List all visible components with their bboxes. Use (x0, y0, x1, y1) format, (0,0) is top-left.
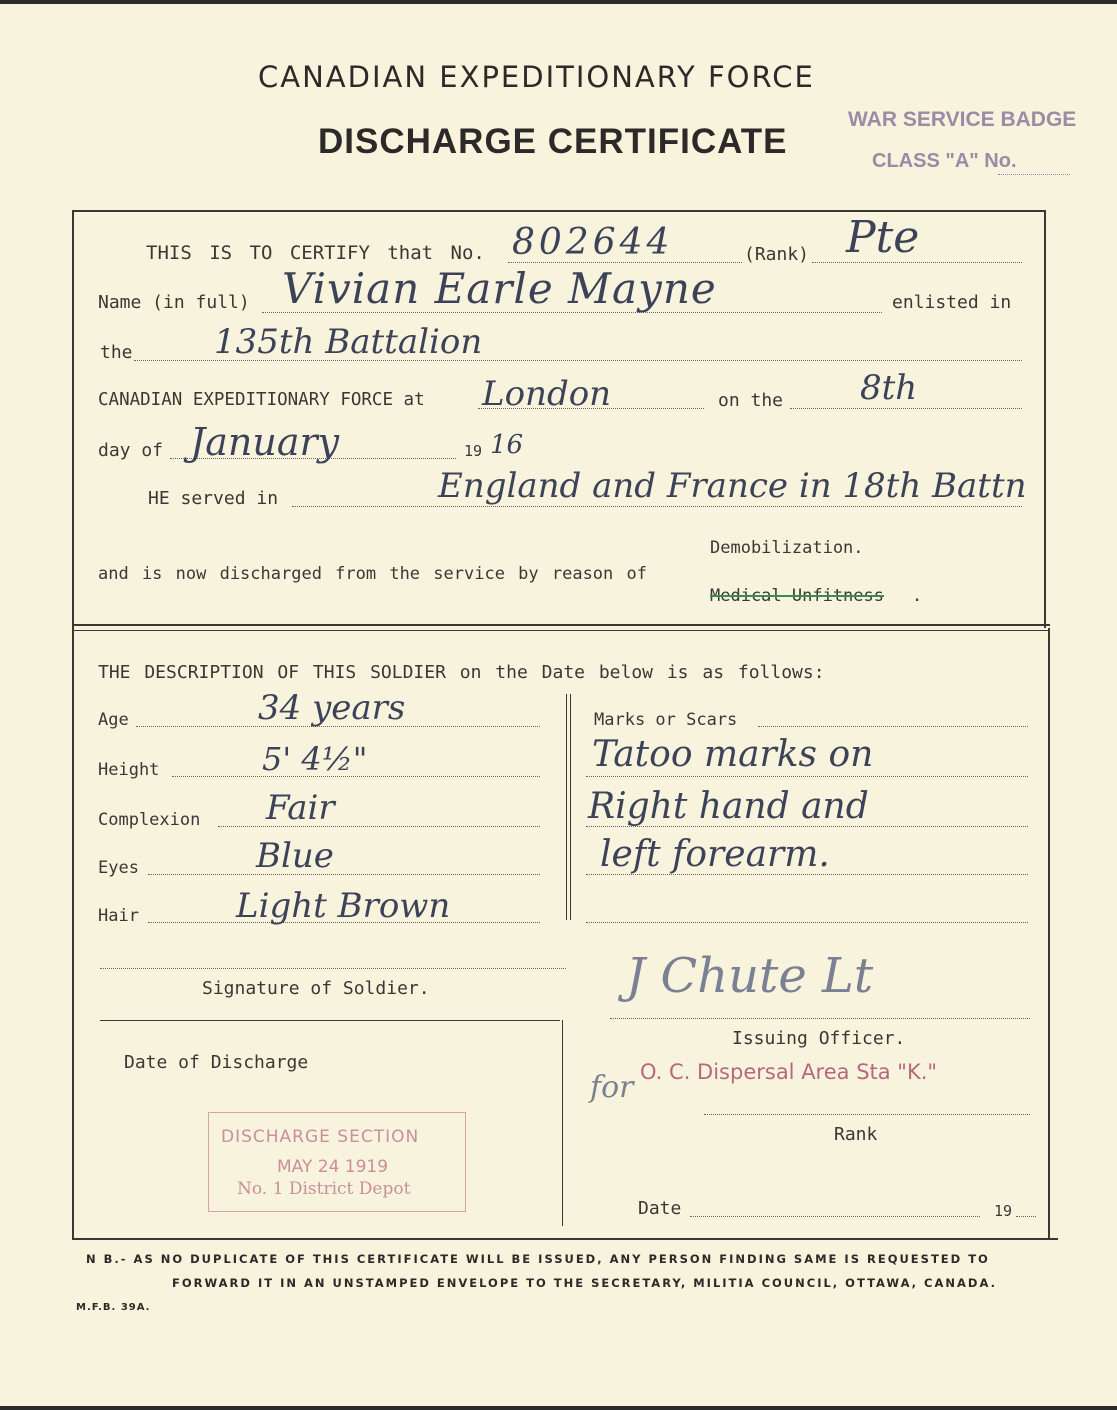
issuing-officer-label: Issuing Officer. (732, 1028, 906, 1049)
height-value: 5' 4½" (262, 740, 368, 778)
frame-bottom (72, 1238, 1058, 1240)
day-line (790, 408, 1022, 409)
on-the-label: on the (718, 390, 784, 411)
served-in-value: England and France in 18th Battn (438, 466, 1027, 506)
officer-date-year-line (1016, 1216, 1036, 1217)
discharge-section-stamp (208, 1112, 466, 1212)
stamp-date: MAY 24 1919 (277, 1157, 389, 1177)
marks-text-3: left forearm. (600, 834, 830, 875)
struck-reason: Medical Unfitness (710, 586, 884, 606)
frame-right-lower (1048, 628, 1050, 1240)
complexion-value: Fair (266, 788, 335, 828)
eyes-line (148, 874, 540, 875)
officer-date-line (690, 1216, 980, 1217)
hair-label: Hair (98, 906, 139, 926)
the-label: the (100, 342, 133, 363)
name-label: Name (in full) (98, 292, 250, 313)
officer-signature: J Chute Lt (626, 948, 874, 1004)
description-heading: THE DESCRIPTION OF THIS SOLDIER on the Date below is as follows: (98, 662, 825, 683)
certify-intro: THIS IS TO CERTIFY that No. (146, 242, 485, 264)
frame-left (72, 210, 74, 1240)
badge-class-stamp: CLASS "A" No. (872, 150, 1017, 172)
section-divider-b (74, 630, 1050, 631)
date-of-discharge-label: Date of Discharge (124, 1052, 309, 1073)
soldier-signature-label: Signature of Soldier. (202, 978, 430, 999)
age-value: 34 years (258, 688, 406, 728)
nb-line-1: N B.- AS NO DUPLICATE OF THIS CERTIFICATE WILL BE ISSUED, ANY PERSON FINDING SAME IS REQUESTED TO (86, 1252, 990, 1266)
stamp-depot: No. 1 District Depot (237, 1179, 411, 1199)
for-prefix: for (590, 1070, 634, 1105)
officer-title-stamp: O. C. Dispersal Area Sta "K." (640, 1060, 938, 1084)
nb-line-2: FORWARD IT IN AN UNSTAMPED ENVELOPE TO THE SECRETARY, MILITIA COUNCIL, OTTAWA, CANADA. (172, 1276, 997, 1290)
rank-label: (Rank) (744, 244, 810, 265)
enlist-place: London (482, 374, 612, 414)
discharged-label: and is now discharged from the service by reason of (98, 564, 647, 584)
height-label: Height (98, 760, 160, 780)
form-code: M.F.B. 39A. (76, 1302, 151, 1313)
frame-right-upper (1044, 210, 1046, 628)
marks-line-1 (586, 776, 1028, 777)
soldier-name: Vivian Earle Mayne (282, 264, 717, 313)
description-divider-b (570, 694, 571, 920)
reason-period: . (912, 586, 923, 606)
enlist-month: January (190, 420, 340, 464)
hair-value: Light Brown (236, 886, 451, 926)
officer-date-label: Date (638, 1198, 682, 1219)
rank-value: Pte (846, 212, 920, 263)
war-service-badge-stamp: WAR SERVICE BADGE (848, 108, 1077, 131)
certificate-title: DISCHARGE CERTIFICATE (318, 122, 788, 161)
eyes-value: Blue (256, 836, 334, 876)
served-line (292, 506, 1022, 507)
age-label: Age (98, 710, 129, 730)
description-divider-a (566, 694, 567, 920)
enlist-year: 16 (490, 430, 524, 460)
discharge-box-top (100, 1020, 560, 1021)
service-number: 802644 (512, 222, 674, 263)
served-label: HE served in (148, 488, 279, 509)
day-of-label: day of (98, 440, 164, 461)
marks-label: Marks or Scars (594, 710, 738, 730)
section-divider-a (74, 624, 1050, 626)
marks-line-3 (586, 874, 1028, 875)
badge-number-line (998, 174, 1070, 175)
cef-label: CANADIAN EXPEDITIONARY FORCE at (98, 390, 425, 410)
marks-line-2 (586, 826, 1028, 827)
enlist-day: 8th (860, 368, 918, 408)
officer-signature-line (610, 1018, 1030, 1019)
enlisted-label: enlisted in (892, 292, 1012, 313)
officer-rank-label: Rank (834, 1124, 878, 1145)
year-prefix: 19 (464, 442, 483, 460)
header-title: CANADIAN EXPEDITIONARY FORCE (258, 60, 815, 94)
complexion-label: Complexion (98, 810, 201, 830)
eyes-label: Eyes (98, 858, 139, 878)
certificate-page (0, 4, 1117, 1406)
marks-text-2: Right hand and (588, 786, 869, 827)
marks-line-0 (758, 726, 1028, 727)
marks-line-4 (586, 922, 1028, 923)
unit-value: 135th Battalion (214, 322, 483, 362)
marks-text-1: Tatoo marks on (592, 734, 874, 775)
soldier-signature-line (100, 968, 566, 969)
officer-date-year: 19 (994, 1202, 1013, 1220)
discharge-box-right (562, 1020, 563, 1226)
discharge-reason: Demobilization. (710, 538, 864, 558)
stamp-line-section: DISCHARGE SECTION (221, 1127, 420, 1147)
rank-signature-line (704, 1114, 1030, 1115)
